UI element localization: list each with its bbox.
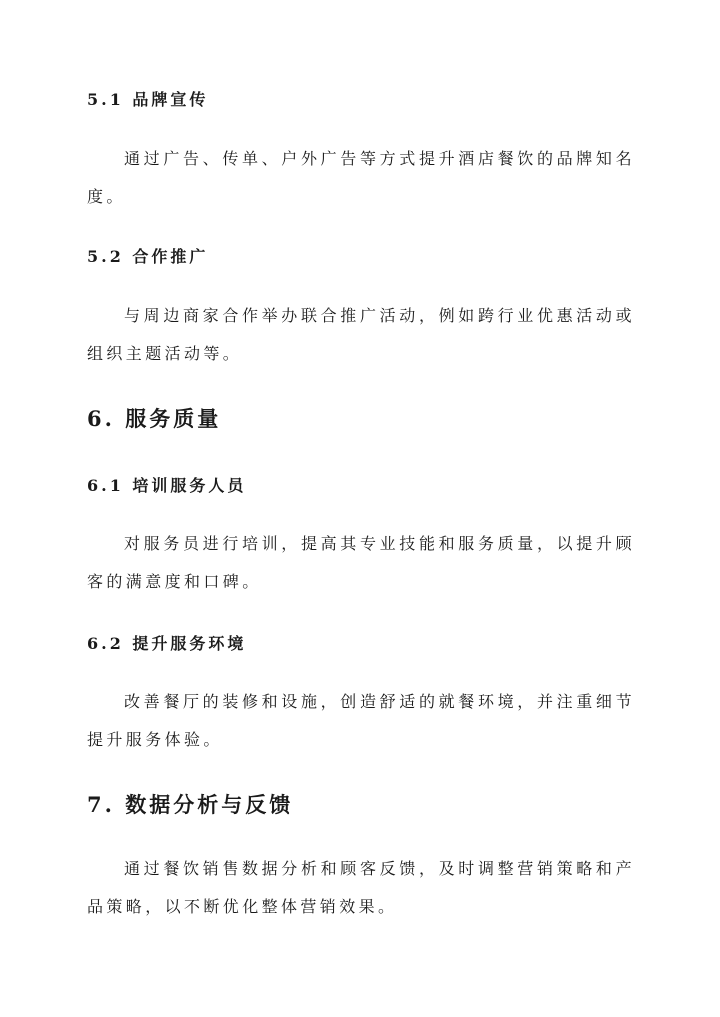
section-heading-6-1: 6.1 培训服务人员 xyxy=(87,476,247,495)
paragraph-data-analysis: 通过餐饮销售数据分析和顾客反馈，及时调整营销策略和产品策略，以不断优化整体营销效果。 xyxy=(87,859,635,916)
paragraph-brand-promotion: 通过广告、传单、户外广告等方式提升酒店餐饮的品牌知名度。 xyxy=(87,149,635,206)
paragraph-staff-training: 对服务员进行培训，提高其专业技能和服务质量，以提升顾客的满意度和口碑。 xyxy=(87,534,635,591)
chapter-heading-6: 6. 服务质量 xyxy=(87,406,222,431)
section-heading-5-2: 5.2 合作推广 xyxy=(87,247,209,266)
section-heading-5-1: 5.1 品牌宣传 xyxy=(87,90,209,109)
paragraph-service-environment: 改善餐厅的装修和设施，创造舒适的就餐环境，并注重细节提升服务体验。 xyxy=(87,692,635,749)
paragraph-cooperative-promotion: 与周边商家合作举办联合推广活动，例如跨行业优惠活动或组织主题活动等。 xyxy=(87,306,635,363)
chapter-heading-7: 7. 数据分析与反馈 xyxy=(87,792,294,817)
section-heading-6-2: 6.2 提升服务环境 xyxy=(87,634,247,653)
